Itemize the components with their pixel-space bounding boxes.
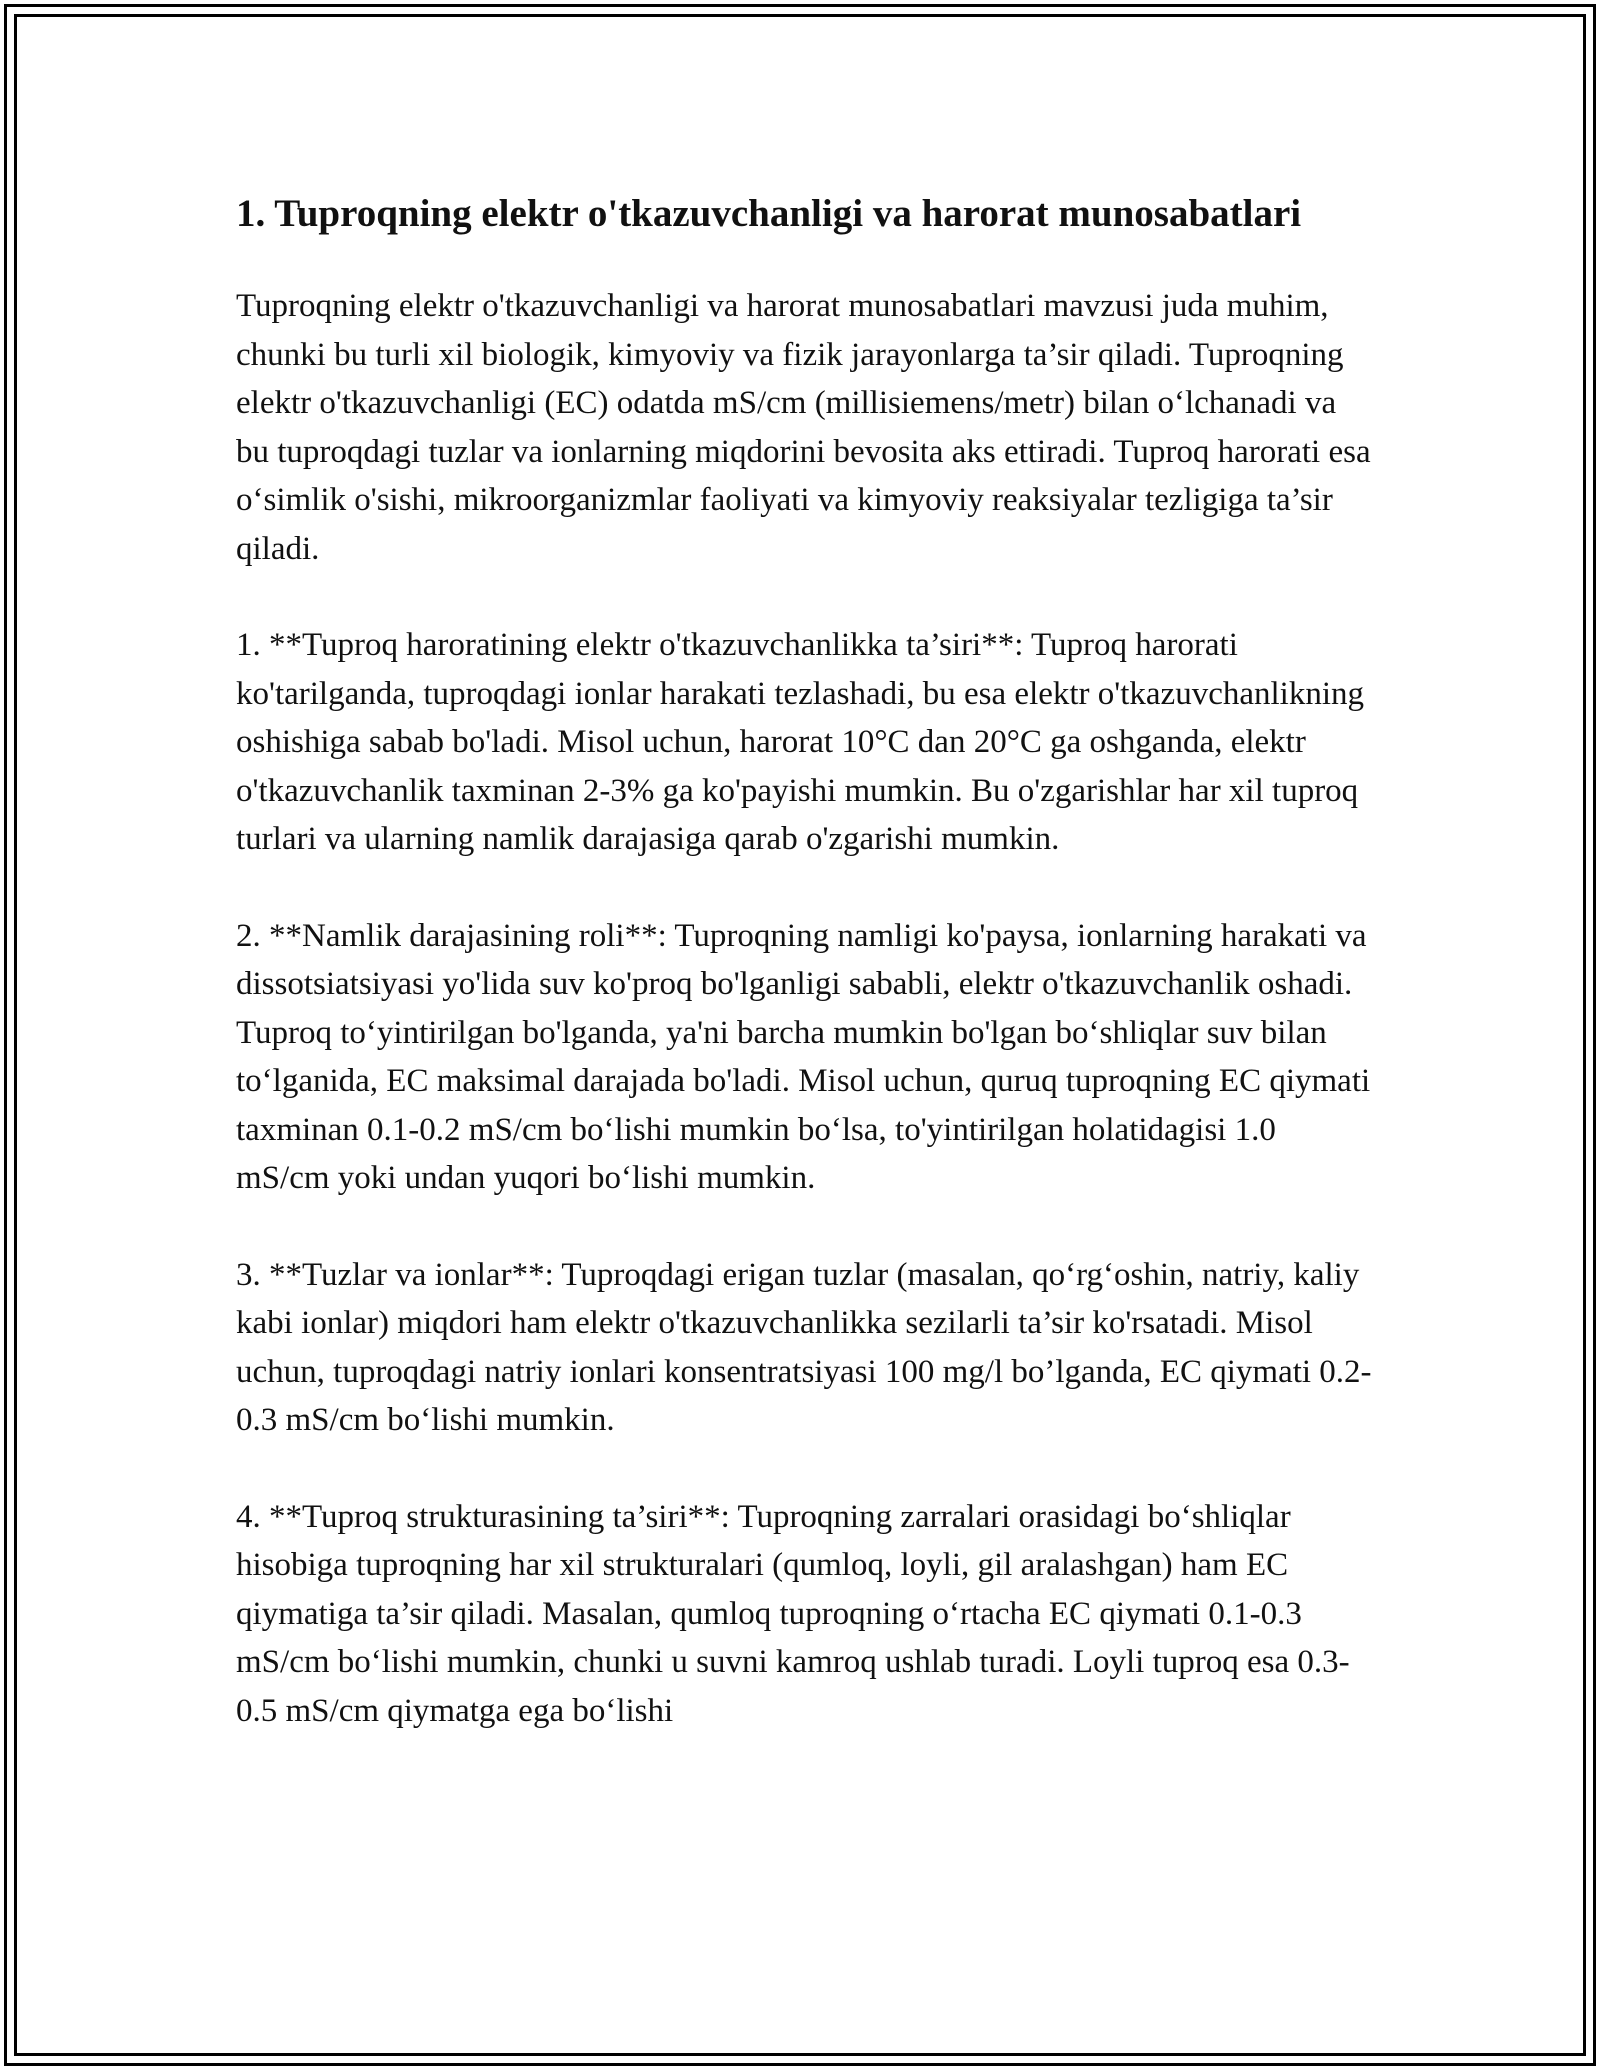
point-1-paragraph: 1. **Tuproq haroratining elektr o'tkazuvchanlikka ta’siri**: Tuproq harorati ko'tarilganda, tuproqdagi ionlar harakati tezlashadi, bu esa elektr o'tkazuvchanlikning oshishiga sabab bo'ladi. Misol uchun, harorat 10°C dan 20°C ga oshganda, elektr o'tkazuvchanlik taxminan 2-3% ga ko'payishi mumkin. Bu o'zgarishlar har xil tuproq turlari va ularning namlik darajasiga qarab o'zgarishi mumkin. <box>236 627 1364 857</box>
point-4-paragraph: 4. **Tuproq strukturasining ta’siri**: Tuproqning zarralari orasidagi bo‘shliqlar hisobiga tuproqning har xil strukturalari (qumloq, loyli, gil aralashgan) ham EC qiymatiga ta’sir qiladi. Masalan, qumloq tuproqning o‘rtacha EC qiymati 0.1-0.3 mS/cm bo‘lishi mumkin, chunki u suvni kamroq ushlab turadi. Loyli tuproq esa 0.3-0.5 mS/cm qiymatga ega bo‘lishi <box>236 1498 1350 1729</box>
point-2-paragraph: 2. **Namlik darajasining roli**: Tuproqning namligi ko'paysa, ionlarning harakati va dissotsiatsiyasi yo'lida suv ko'proq bo'lganligi sababli, elektr o'tkazuvchanlik oshadi. Tuproq to‘yintirilgan bo'lganda, ya'ni barcha mumkin bo'lgan bo‘shliqlar suv bilan to‘lganida, EC maksimal darajada bo'ladi. Misol uchun, quruq tuproqning EC qiymati taxminan 0.1-0.2 mS/cm bo‘lishi mumkin bo‘lsa, to'yintirilgan holatidagisi 1.0 mS/cm yoki undan yuqori bo‘lishi mumkin. <box>236 917 1371 1196</box>
intro-paragraph: Tuproqning elektr o'tkazuvchanligi va harorat munosabatlari mavzusi juda muhim, chunki bu turli xil biologik, kimyoviy va fizik jarayonlarga ta’sir qiladi. Tuproqning elektr o'tkazuvchanligi (EC) odatda mS/cm (millisiemens/metr) bilan o‘lchanadi va bu tuproqdagi tuzlar va ionlarning miqdorini bevosita aks ettiradi. Tuproq harorati esa o‘simlik o'sishi, mikroorganizmlar faoliyati va kimyoviy reaksiyalar tezligiga ta’sir qiladi. <box>236 288 1371 567</box>
section-heading: 1. Tuproqning elektr o'tkazuvchanligi va harorat munosabatlari <box>236 192 1302 235</box>
point-3-paragraph: 3. **Tuzlar va ionlar**: Tuproqdagi erigan tuzlar (masalan, qo‘rg‘oshin, natriy, kaliy kabi ionlar) miqdori ham elektr o'tkazuvchanlikka sezilarli ta’sir ko'rsatadi. Misol uchun, tuproqdagi natriy ionlari konsentratsiyasi 100 mg/l bo’lganda, EC qiymati 0.2-0.3 mS/cm bo‘lishi mumkin. <box>236 1256 1372 1438</box>
document-body <box>236 186 1376 1783</box>
